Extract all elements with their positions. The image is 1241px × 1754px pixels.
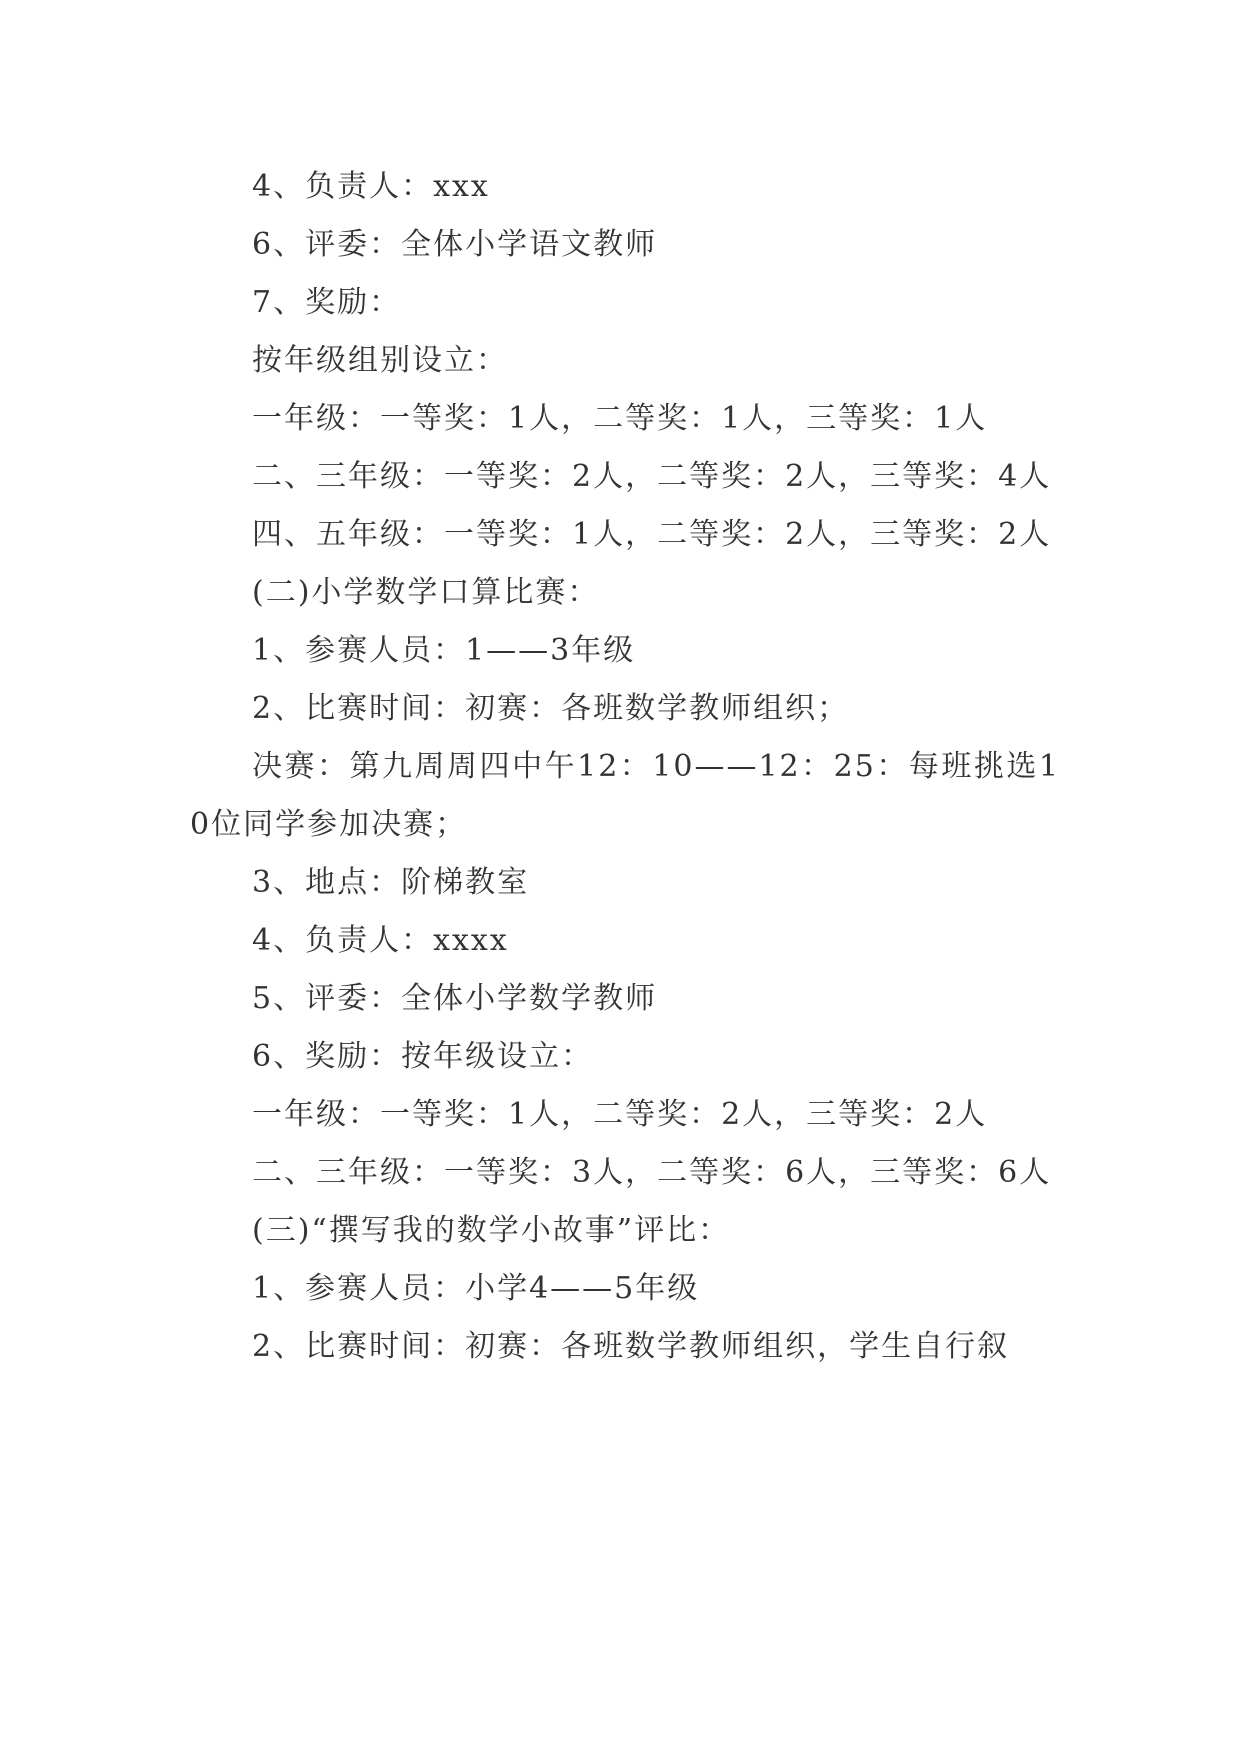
paragraph: 6、评委：全体小学语文教师	[252, 227, 658, 262]
paragraph: 二、三年级：一等奖：2人，二等奖：2人，三等奖：4人	[252, 459, 1052, 494]
paragraph: 一年级：一等奖：1人，二等奖：2人，三等奖：2人	[252, 1097, 988, 1132]
section-heading: (二)小学数学口算比赛：	[252, 575, 600, 610]
paragraph: 按年级组别设立：	[252, 343, 508, 378]
paragraph: 4、负责人：xxxx	[252, 923, 509, 958]
paragraph: 2、比赛时间：初赛：各班数学教师组织，学生自行叙	[252, 1329, 1010, 1364]
paragraph: 1、参赛人员：1——3年级	[252, 633, 636, 668]
paragraph: 6、奖励：按年级设立：	[252, 1039, 594, 1074]
paragraph: 四、五年级：一等奖：1人，二等奖：2人，三等奖：2人	[252, 517, 1052, 552]
paragraph: 决赛：第九周周四中午12：10——12：25：每班挑选10位同学参加决赛；	[190, 749, 1060, 842]
paragraph: 4、负责人：xxx	[252, 169, 490, 204]
paragraph: 1、参赛人员：小学4——5年级	[252, 1271, 700, 1306]
paragraph: 一年级：一等奖：1人，二等奖：1人，三等奖：1人	[252, 401, 988, 436]
paragraph: 7、奖励：	[252, 285, 402, 320]
paragraph: 5、评委：全体小学数学教师	[252, 981, 658, 1016]
paragraph: 3、地点：阶梯教室	[252, 865, 530, 900]
section-heading: (三)“撰写我的数学小故事”评比：	[252, 1213, 731, 1248]
paragraph: 2、比赛时间：初赛：各班数学教师组织；	[252, 691, 850, 726]
paragraph: 二、三年级：一等奖：3人，二等奖：6人，三等奖：6人	[252, 1155, 1052, 1190]
document-body	[190, 158, 1060, 1376]
